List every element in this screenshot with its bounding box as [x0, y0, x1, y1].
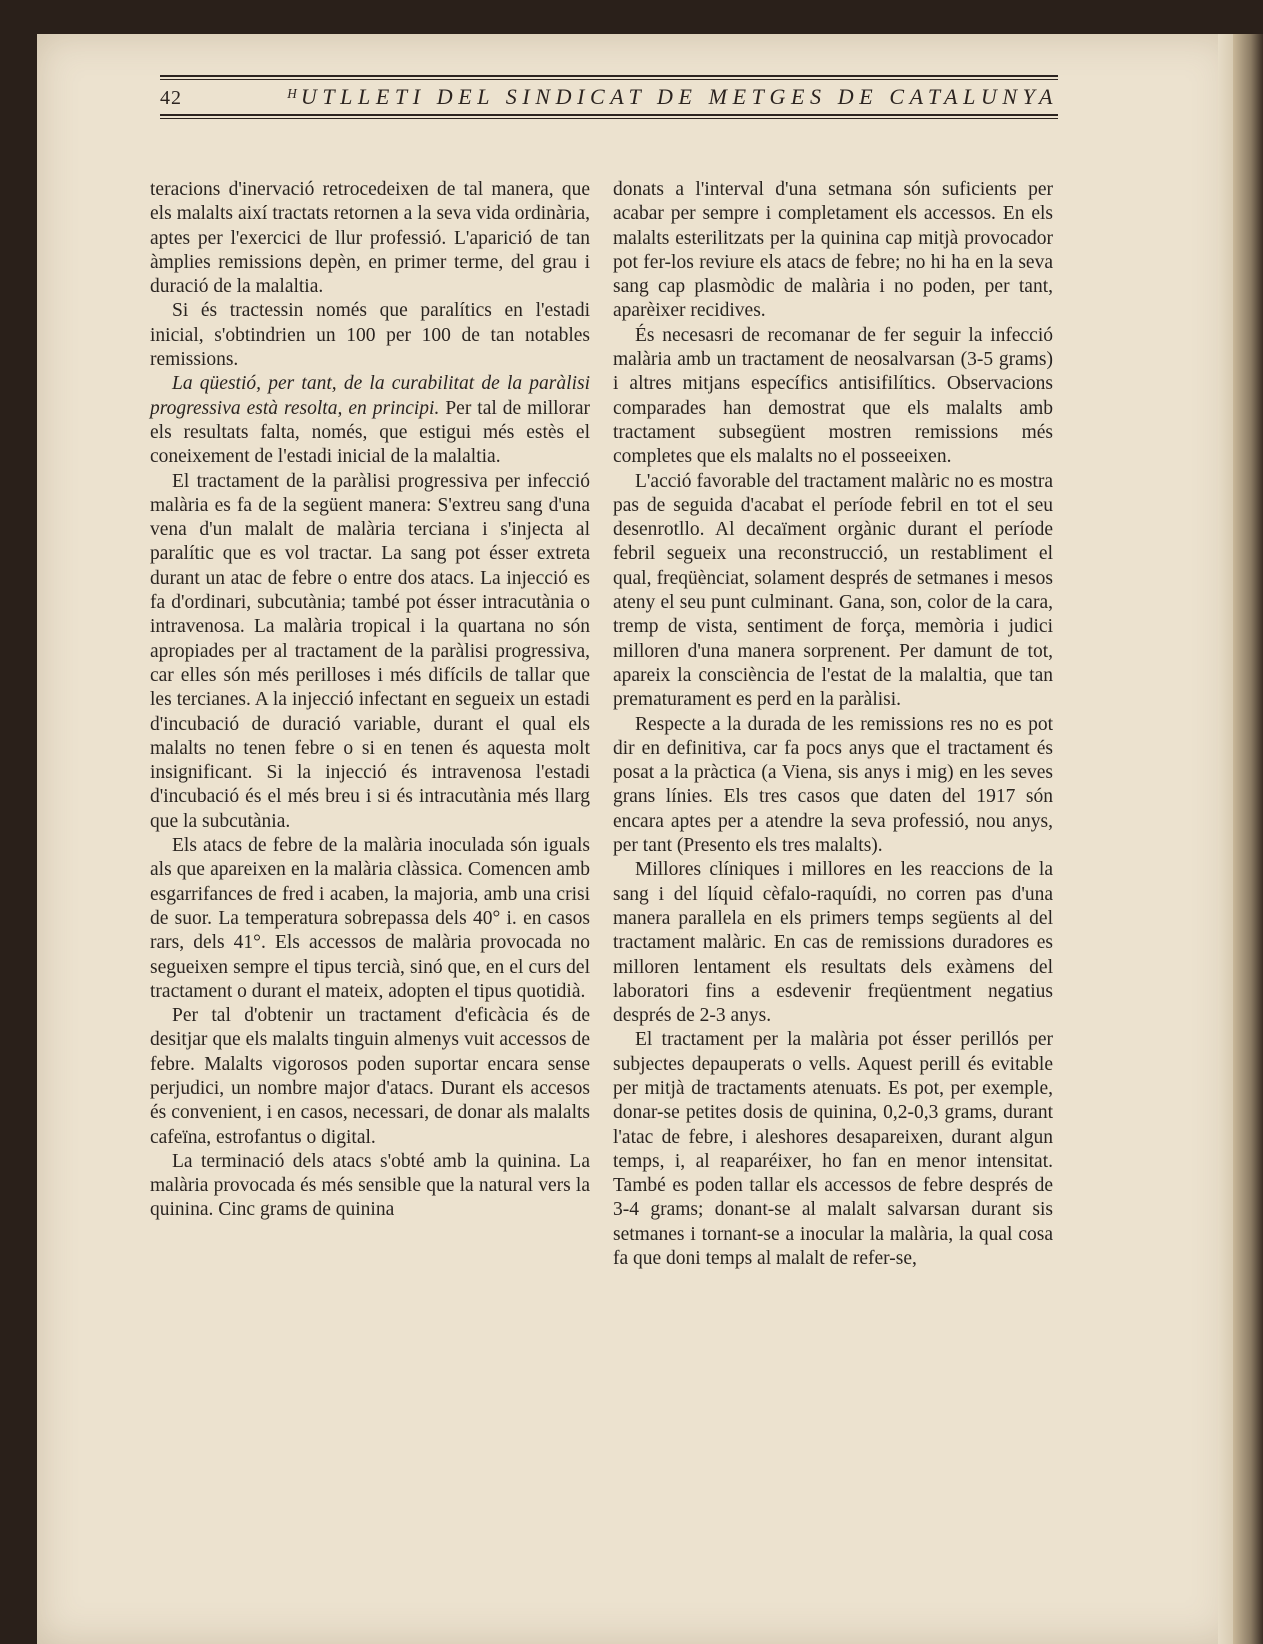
paragraph-text: donats a l'interval d'una setmana són suficients per acabar per sempre i completament els accessos. En els malalts esterilitzats per la quinina cap mitjà provocador pot fer-los reviure els atacs de febre; no hi ha en la seva sang cap plasmòdic de malària i no poden, per tant, aparèixer recidives. — [613, 179, 1053, 322]
header-rule-bottom-thin — [160, 118, 1058, 119]
paragraph-text: Per tal d'obtenir un tractament d'eficàcia és de desitjar que els malalts tinguin almenys vuit accessos de febre. Malalts vigorosos poden suportar encara sense perjudici, un nombre major d'atacs. Durant els accesos és convenient, i en casos, necessari, de donar als malalts cafeïna, estrofantus o digital. — [150, 1005, 590, 1148]
page-gutter — [1218, 34, 1233, 1644]
paragraph — [150, 470, 590, 834]
paragraph-text: Respecte a la durada de les remissions res no es pot dir en definitiva, car fa pocs anys que el tractament és posat a la pràctica (a Viena, sis anys i mig) en les seves grans línies. Els tres casos que daten del 1917 són encara aptes per a atendre la seva professió, nou anys, per tant (Presento els tres malalts). — [613, 713, 1053, 857]
paragraph-text: Els atacs de febre de la malària inoculada són iguals als que apareixen en la malària clàssica. Comencen amb esgarrifances de fred i acaben, la majoria, amb una crisi de suor. La temperatura sobrepassa dels 40° i. en casos rars, dels 41°. Els accessos de malària provocada no segueixen sempre el tipus tercià, sinó que, en el curs del tractament o durant el mateix, adopten el tipus quotidià. — [150, 835, 590, 1002]
paragraph-italic-text: La qüestió, per tant, de la curabilitat de la paràlisi progressiva està resolta, en principi. — [150, 373, 590, 419]
paragraph-text: L'acció favorable del tractament malàric no es mostra pas de seguida d'acabat el període febril en tot el seu desenrotllo. Al decaïment orgànic durant el període febril segueix una reconstrucció, un restabliment el qual, freqüènciat, solament després de setmanes i mesos ateny el seu punt culminant. Gana, son, color de la cara, tremp de vista, sentiment de força, memòria i judici milloren d'una manera sorprenent. Per damunt de tot, apareix la consciència de l'estat de la malaltia, que tan prematurament es perd en la paràlisi. — [613, 470, 1053, 711]
paragraph — [150, 372, 590, 469]
book-edge — [1233, 34, 1263, 1644]
paragraph — [150, 178, 590, 299]
paragraph — [613, 1028, 1053, 1271]
paragraph-text: És necesasri de recomanar de fer seguir la infecció malària amb un tractament de neosalvarsan (3-5 grams) i altres mitjans específics antisifilítics. Observacions comparades han demostrat que els malalts amb tractament subsegüent mostren remissions més completes que els malalts no el posseeixen. — [613, 324, 1053, 468]
paragraph — [150, 1150, 590, 1223]
paragraph-text: El tractament per la malària pot ésser perillós per subjectes depauperats o vells. Aquest perill és evitable per mitjà de tractaments atenuats. Es pot, per exemple, donar-se petites dosis de quinina, 0,2-0,3 grams, durant l'atac de febre, i aleshores desapareixen, durant algun temps, i, al reaparéixer, ho fan en menor intensitat. També es poden tallar els accessos de febre després de 3-4 grams; donant-se al malalt salvarsan durant sis setmanes i tornant-se a inocular la malària, la qual cosa fa que doni temps al malalt de refer-se, — [613, 1029, 1053, 1270]
paragraph — [150, 1004, 590, 1150]
paragraph — [613, 858, 1053, 1028]
paragraph — [613, 324, 1053, 470]
header-rule-bottom — [160, 114, 1058, 116]
header-rule-top — [160, 75, 1058, 77]
page-number: 42 — [160, 87, 182, 109]
paragraph-text: Si és tractessin només que paralítics en l'estadi inicial, s'obtindrien un 100 per 100 de tan notables remissions. — [150, 300, 590, 371]
paragraph — [613, 713, 1053, 859]
paragraph — [150, 299, 590, 372]
paragraph-text: La terminació dels atacs s'obté amb la quinina. La malària provocada és més sensible que la natural vers la quinina. Cinc grams de quinina — [150, 1150, 590, 1221]
journal-title: ᴴUTLLETI DEL SINDICAT DE METGES DE CATALUNYA — [287, 84, 1058, 109]
running-header — [160, 75, 1058, 119]
header-row — [160, 84, 1058, 110]
paragraph-text: Per tal de millorar els resultats falta, només, que estigui més estès el coneixement de l'estadi inicial de la malaltia. — [150, 397, 590, 468]
paragraph — [150, 834, 590, 1004]
paragraph-text: El tractament de la paràlisi progressiva per infecció malària es fa de la següent manera: S'extreu sang d'una vena d'un malalt de malària terciana i s'injecta al paralític que es vol tractar. La sang pot ésser extreta durant un atac de febre o entre dos atacs. La injecció es fa d'ordinari, subcutània; també pot ésser intracutània o intravenosa. La malària tropical i la quartana no són apropiades per al tractament de la paràlisi progressiva, car elles són més perilloses i més difícils de tallar que les tercianes. A la injecció infectant en segueix un estadi d'incubació de duració variable, durant el qual els malalts no tenen febre o si en tenen és aquesta molt insignificant. Si la injecció és intravenosa l'estadi d'incubació és el més breu i si és intracutània més llarg que la subcutània. — [150, 470, 590, 832]
paragraph-text: teracions d'inervació retrocedeixen de tal manera, que els malalts així tractats retornen a la seva vida ordinària, aptes per l'exercici de llur professió. L'aparició de tan àmplies remissions depèn, en primer terme, del grau i duració de la malaltia. — [150, 179, 590, 298]
left-column — [150, 178, 590, 1223]
paragraph-text: Millores clíniques i millores en les reaccions de la sang i del líquid cèfalo-raquídi, no corren pas d'una manera parallela en els primers temps següents al del tractament malàric. En cas de remissions duradores es milloren lentament els resultats dels exàmens del laboratori fins a esdevenir freqüentment negatius després de 2-3 anys. — [613, 859, 1053, 1027]
right-column — [613, 178, 1053, 1271]
paragraph — [613, 178, 1053, 324]
paragraph — [613, 470, 1053, 713]
header-rule-top-thin — [160, 79, 1058, 80]
